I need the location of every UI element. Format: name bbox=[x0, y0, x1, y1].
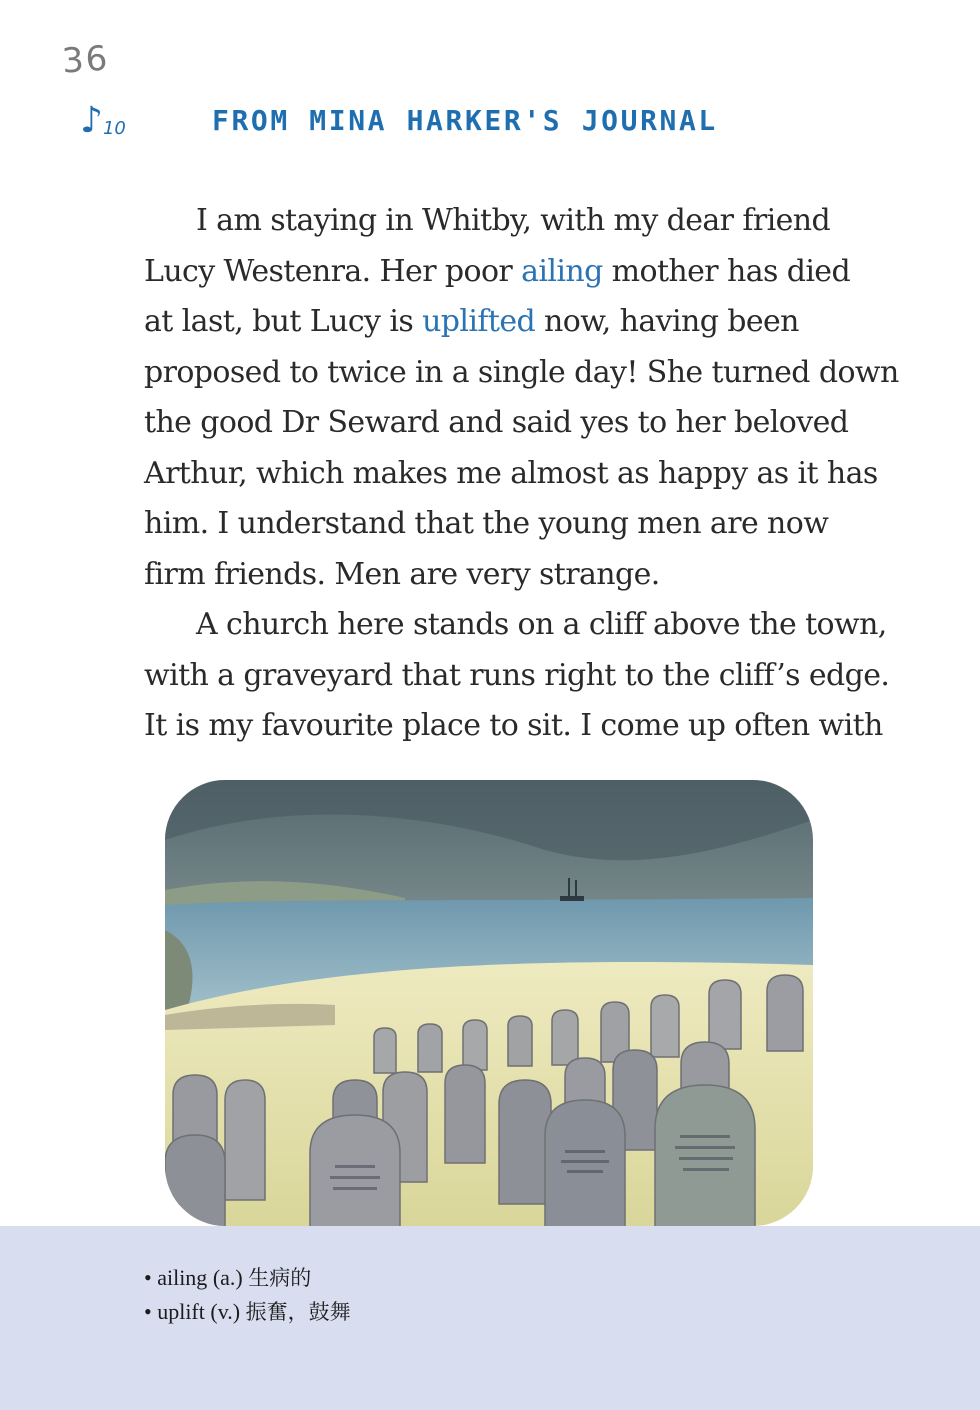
text-line: firm friends. Men are very strange. bbox=[144, 556, 660, 592]
glossary-item bbox=[144, 1296, 351, 1330]
vocab-word-ailing[interactable]: ailing bbox=[521, 253, 603, 289]
music-note-icon: ♪ bbox=[80, 100, 103, 141]
gloss-meaning: 振奮，鼓舞 bbox=[245, 1300, 351, 1324]
track-number: 10 bbox=[102, 118, 126, 139]
bullet: • bbox=[144, 1299, 152, 1324]
glossary-panel bbox=[0, 1226, 980, 1410]
gloss-word: uplift bbox=[157, 1299, 205, 1324]
text-line: at last, but Lucy is uplifted now, having been bbox=[144, 304, 799, 339]
chapter-title: FROM MINA HARKER'S JOURNAL bbox=[212, 104, 718, 137]
gloss-pos: (a.) bbox=[212, 1265, 243, 1290]
glossary-item bbox=[144, 1262, 351, 1296]
glossary-list bbox=[144, 1262, 351, 1330]
text-line: the good Dr Seward and said yes to her beloved bbox=[144, 405, 849, 440]
page-number: 36 bbox=[60, 38, 111, 82]
text-line: proposed to twice in a single day! She turned down bbox=[144, 354, 899, 390]
text-line: with a graveyard that runs right to the cliff’s edge. bbox=[144, 657, 890, 693]
vocab-word-uplifted[interactable]: uplifted bbox=[422, 304, 536, 339]
audio-track-marker[interactable] bbox=[80, 100, 126, 141]
gloss-pos: (v.) bbox=[210, 1299, 241, 1324]
text-line: Lucy Westenra. Her poor ailing mother has died bbox=[144, 253, 851, 289]
gloss-word: ailing bbox=[157, 1265, 208, 1290]
graveyard-illustration bbox=[165, 780, 813, 1226]
text-line: It is my favourite place to sit. I come up often with bbox=[144, 708, 883, 743]
text-line: I am staying in Whitby, with my dear friend bbox=[196, 203, 831, 238]
text-line: A church here stands on a cliff above the town, bbox=[196, 607, 887, 642]
body-text bbox=[144, 196, 904, 752]
gloss-meaning: 生病的 bbox=[248, 1266, 312, 1290]
text-line: Arthur, which makes me almost as happy as it has bbox=[144, 455, 878, 491]
text-line: him. I understand that the young men are now bbox=[144, 506, 829, 541]
bullet: • bbox=[144, 1265, 152, 1290]
